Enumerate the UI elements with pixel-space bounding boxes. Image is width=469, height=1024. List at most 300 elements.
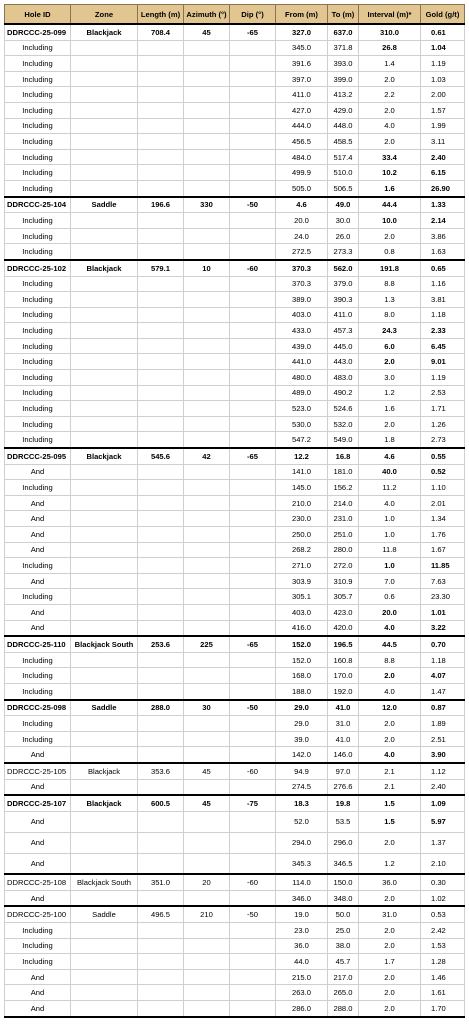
interval-cell: 6.0	[359, 338, 421, 354]
from-cell: 416.0	[276, 620, 328, 636]
length-cell	[138, 276, 184, 292]
intercept-row	[5, 527, 465, 543]
length-cell	[138, 401, 184, 417]
interval-cell: 3.0	[359, 370, 421, 386]
from-cell: 230.0	[276, 511, 328, 527]
hole-id-cell: DDRCCC-25-102	[5, 260, 71, 276]
from-cell: 499.9	[276, 165, 328, 181]
length-cell: 353.6	[138, 763, 184, 779]
to-cell: 549.0	[328, 432, 359, 448]
zone-cell: Blackjack	[71, 448, 138, 464]
gold-cell: 1.10	[421, 480, 465, 496]
azimuth-cell	[184, 652, 230, 668]
azimuth-cell	[184, 985, 230, 1001]
intercept-row	[5, 213, 465, 229]
azimuth-cell	[184, 1000, 230, 1016]
hole-id-cell: Including	[5, 652, 71, 668]
hole-id-cell: DDRCCC-25-104	[5, 197, 71, 213]
dip-cell	[230, 511, 276, 527]
from-cell: 4.6	[276, 197, 328, 213]
interval-cell: 2.0	[359, 731, 421, 747]
length-cell	[138, 40, 184, 56]
length-cell	[138, 56, 184, 72]
gold-cell: 2.53	[421, 385, 465, 401]
interval-cell: 2.0	[359, 890, 421, 906]
zone-cell	[71, 244, 138, 260]
hole-id-cell: Including	[5, 416, 71, 432]
azimuth-cell	[184, 165, 230, 181]
interval-cell: 4.0	[359, 683, 421, 699]
from-cell: 44.0	[276, 954, 328, 970]
from-cell: 271.0	[276, 558, 328, 574]
intercept-row	[5, 938, 465, 954]
to-cell: 214.0	[328, 495, 359, 511]
from-cell: 18.3	[276, 795, 328, 811]
to-cell: 448.0	[328, 118, 359, 134]
dip-cell	[230, 87, 276, 103]
to-cell: 420.0	[328, 620, 359, 636]
hole-id-cell: And	[5, 779, 71, 795]
interval-cell: 2.1	[359, 763, 421, 779]
gold-cell: 9.01	[421, 354, 465, 370]
azimuth-cell	[184, 573, 230, 589]
dip-cell	[230, 832, 276, 853]
dip-cell	[230, 969, 276, 985]
table-header	[5, 5, 465, 25]
dip-cell	[230, 589, 276, 605]
hole-id-cell: And	[5, 604, 71, 620]
hole-id-cell: Including	[5, 354, 71, 370]
interval-cell: 4.0	[359, 495, 421, 511]
intercept-row	[5, 354, 465, 370]
dip-cell	[230, 495, 276, 511]
to-cell: 411.0	[328, 307, 359, 323]
length-cell	[138, 954, 184, 970]
zone-cell	[71, 416, 138, 432]
azimuth-cell	[184, 731, 230, 747]
dip-cell	[230, 40, 276, 56]
azimuth-cell: 45	[184, 763, 230, 779]
dip-cell	[230, 432, 276, 448]
azimuth-cell	[184, 370, 230, 386]
dip-cell	[230, 604, 276, 620]
gold-cell: 1.63	[421, 244, 465, 260]
interval-cell: 12.0	[359, 700, 421, 716]
interval-cell: 2.0	[359, 102, 421, 118]
hole-id-cell: Including	[5, 244, 71, 260]
dip-cell: -65	[230, 448, 276, 464]
hole-id-cell: And	[5, 969, 71, 985]
dip-cell: -65	[230, 24, 276, 40]
to-cell: 156.2	[328, 480, 359, 496]
azimuth-cell: 225	[184, 636, 230, 652]
zone-cell	[71, 385, 138, 401]
gold-cell: 2.73	[421, 432, 465, 448]
gold-cell: 11.85	[421, 558, 465, 574]
dip-cell	[230, 668, 276, 684]
gold-cell: 3.11	[421, 134, 465, 150]
zone-cell	[71, 527, 138, 543]
gold-cell: 4.07	[421, 668, 465, 684]
length-cell	[138, 432, 184, 448]
length-cell: 579.1	[138, 260, 184, 276]
interval-cell: 8.8	[359, 652, 421, 668]
zone-cell	[71, 480, 138, 496]
zone-cell	[71, 354, 138, 370]
header-from: From (m)	[276, 5, 328, 25]
to-cell: 637.0	[328, 24, 359, 40]
azimuth-cell	[184, 511, 230, 527]
intercept-row	[5, 118, 465, 134]
zone-cell	[71, 573, 138, 589]
dip-cell	[230, 307, 276, 323]
hole-id-cell: Including	[5, 165, 71, 181]
from-cell: 36.0	[276, 938, 328, 954]
azimuth-cell	[184, 180, 230, 196]
zone-cell	[71, 401, 138, 417]
hole-id-cell: Including	[5, 323, 71, 339]
gold-cell: 2.01	[421, 495, 465, 511]
from-cell: 441.0	[276, 354, 328, 370]
zone-cell	[71, 464, 138, 480]
to-cell: 38.0	[328, 938, 359, 954]
intercept-row	[5, 385, 465, 401]
dip-cell	[230, 573, 276, 589]
to-cell: 346.5	[328, 853, 359, 874]
dip-cell	[230, 464, 276, 480]
to-cell: 50.0	[328, 906, 359, 922]
hole-id-cell: And	[5, 1000, 71, 1016]
hole-id-cell: And	[5, 464, 71, 480]
zone-cell	[71, 338, 138, 354]
interval-cell: 1.5	[359, 811, 421, 832]
gold-cell: 6.15	[421, 165, 465, 181]
length-cell	[138, 416, 184, 432]
from-cell: 52.0	[276, 811, 328, 832]
zone-cell: Blackjack	[71, 795, 138, 811]
hole-id-cell: Including	[5, 558, 71, 574]
hole-row	[5, 795, 465, 811]
length-cell	[138, 731, 184, 747]
length-cell	[138, 87, 184, 103]
azimuth-cell	[184, 385, 230, 401]
hole-id-cell: Including	[5, 71, 71, 87]
zone-cell	[71, 668, 138, 684]
to-cell: 348.0	[328, 890, 359, 906]
hole-id-cell: Including	[5, 338, 71, 354]
azimuth-cell	[184, 244, 230, 260]
azimuth-cell	[184, 589, 230, 605]
length-cell: 196.6	[138, 197, 184, 213]
from-cell: 20.0	[276, 213, 328, 229]
dip-cell: -50	[230, 906, 276, 922]
azimuth-cell	[184, 401, 230, 417]
dip-cell	[230, 354, 276, 370]
azimuth-cell	[184, 416, 230, 432]
from-cell: 152.0	[276, 636, 328, 652]
azimuth-cell	[184, 683, 230, 699]
hole-id-cell: Including	[5, 731, 71, 747]
from-cell: 94.9	[276, 763, 328, 779]
zone-cell	[71, 370, 138, 386]
interval-cell: 1.4	[359, 56, 421, 72]
zone-cell	[71, 307, 138, 323]
azimuth-cell	[184, 149, 230, 165]
interval-cell: 36.0	[359, 874, 421, 890]
from-cell: 411.0	[276, 87, 328, 103]
gold-cell: 2.51	[421, 731, 465, 747]
interval-cell: 2.0	[359, 354, 421, 370]
intercept-row	[5, 480, 465, 496]
intercept-row	[5, 244, 465, 260]
gold-cell: 1.18	[421, 652, 465, 668]
length-cell	[138, 589, 184, 605]
to-cell: 146.0	[328, 747, 359, 763]
gold-cell: 1.02	[421, 890, 465, 906]
zone-cell: Saddle	[71, 197, 138, 213]
gold-cell: 0.53	[421, 906, 465, 922]
from-cell: 152.0	[276, 652, 328, 668]
length-cell: 545.6	[138, 448, 184, 464]
gold-cell: 2.00	[421, 87, 465, 103]
hole-id-cell: And	[5, 620, 71, 636]
azimuth-cell: 210	[184, 906, 230, 922]
interval-cell: 2.0	[359, 969, 421, 985]
hole-id-cell: Including	[5, 385, 71, 401]
interval-cell: 4.6	[359, 448, 421, 464]
length-cell: 253.6	[138, 636, 184, 652]
to-cell: 41.0	[328, 700, 359, 716]
from-cell: 188.0	[276, 683, 328, 699]
hole-id-cell: Including	[5, 180, 71, 196]
zone-cell	[71, 890, 138, 906]
length-cell	[138, 165, 184, 181]
to-cell: 97.0	[328, 763, 359, 779]
zone-cell: Blackjack South	[71, 874, 138, 890]
hole-row	[5, 448, 465, 464]
intercept-row	[5, 811, 465, 832]
from-cell: 274.5	[276, 779, 328, 795]
length-cell	[138, 134, 184, 150]
zone-cell	[71, 969, 138, 985]
intercept-row	[5, 338, 465, 354]
dip-cell	[230, 276, 276, 292]
to-cell: 423.0	[328, 604, 359, 620]
dip-cell	[230, 853, 276, 874]
dip-cell: -75	[230, 795, 276, 811]
zone-cell	[71, 56, 138, 72]
gold-cell: 1.99	[421, 118, 465, 134]
interval-cell: 31.0	[359, 906, 421, 922]
intercept-row	[5, 542, 465, 558]
azimuth-cell	[184, 40, 230, 56]
length-cell	[138, 779, 184, 795]
intercept-row	[5, 432, 465, 448]
intercept-row	[5, 652, 465, 668]
interval-cell: 2.0	[359, 1000, 421, 1016]
to-cell: 276.6	[328, 779, 359, 795]
interval-cell: 2.0	[359, 922, 421, 938]
interval-cell: 2.0	[359, 832, 421, 853]
zone-cell	[71, 213, 138, 229]
gold-cell: 1.19	[421, 56, 465, 72]
gold-cell: 2.40	[421, 149, 465, 165]
azimuth-cell	[184, 922, 230, 938]
azimuth-cell	[184, 938, 230, 954]
to-cell: 413.2	[328, 87, 359, 103]
from-cell: 345.0	[276, 40, 328, 56]
azimuth-cell	[184, 779, 230, 795]
length-cell	[138, 652, 184, 668]
azimuth-cell: 45	[184, 795, 230, 811]
length-cell	[138, 922, 184, 938]
gold-cell: 1.34	[421, 511, 465, 527]
hole-id-cell: Including	[5, 228, 71, 244]
zone-cell	[71, 276, 138, 292]
interval-cell: 1.8	[359, 432, 421, 448]
hole-id-cell: Including	[5, 589, 71, 605]
gold-cell: 1.47	[421, 683, 465, 699]
gold-cell: 1.04	[421, 40, 465, 56]
hole-id-cell: Including	[5, 40, 71, 56]
gold-cell: 1.28	[421, 954, 465, 970]
intercept-row	[5, 307, 465, 323]
interval-cell: 191.8	[359, 260, 421, 276]
gold-cell: 3.86	[421, 228, 465, 244]
interval-cell: 1.0	[359, 511, 421, 527]
azimuth-cell	[184, 832, 230, 853]
length-cell: 496.5	[138, 906, 184, 922]
from-cell: 391.6	[276, 56, 328, 72]
zone-cell	[71, 589, 138, 605]
hole-id-cell: Including	[5, 954, 71, 970]
azimuth-cell	[184, 604, 230, 620]
gold-cell: 0.65	[421, 260, 465, 276]
gold-cell: 2.10	[421, 853, 465, 874]
intercept-row	[5, 716, 465, 732]
from-cell: 489.0	[276, 385, 328, 401]
intercept-row	[5, 464, 465, 480]
to-cell: 273.3	[328, 244, 359, 260]
to-cell: 483.0	[328, 370, 359, 386]
gold-cell: 3.81	[421, 292, 465, 308]
interval-cell: 1.3	[359, 292, 421, 308]
azimuth-cell	[184, 338, 230, 354]
dip-cell	[230, 747, 276, 763]
zone-cell	[71, 165, 138, 181]
from-cell: 29.0	[276, 700, 328, 716]
hole-row	[5, 700, 465, 716]
length-cell: 351.0	[138, 874, 184, 890]
dip-cell	[230, 228, 276, 244]
intercept-row	[5, 985, 465, 1001]
from-cell: 389.0	[276, 292, 328, 308]
to-cell: 170.0	[328, 668, 359, 684]
from-cell: 530.0	[276, 416, 328, 432]
length-cell	[138, 683, 184, 699]
intercept-row	[5, 747, 465, 763]
azimuth-cell	[184, 71, 230, 87]
from-cell: 12.2	[276, 448, 328, 464]
to-cell: 19.8	[328, 795, 359, 811]
dip-cell: -50	[230, 197, 276, 213]
hole-row	[5, 763, 465, 779]
intercept-row	[5, 922, 465, 938]
dip-cell	[230, 71, 276, 87]
dip-cell	[230, 890, 276, 906]
to-cell: 251.0	[328, 527, 359, 543]
dip-cell	[230, 134, 276, 150]
from-cell: 141.0	[276, 464, 328, 480]
gold-cell: 1.03	[421, 71, 465, 87]
interval-cell: 2.0	[359, 716, 421, 732]
gold-cell: 2.14	[421, 213, 465, 229]
hole-id-cell: Including	[5, 292, 71, 308]
dip-cell: -65	[230, 636, 276, 652]
gold-cell: 0.30	[421, 874, 465, 890]
zone-cell	[71, 604, 138, 620]
interval-cell: 33.4	[359, 149, 421, 165]
to-cell: 490.2	[328, 385, 359, 401]
hole-id-cell: DDRCCC-25-105	[5, 763, 71, 779]
azimuth-cell	[184, 228, 230, 244]
length-cell	[138, 573, 184, 589]
header-to: To (m)	[328, 5, 359, 25]
hole-id-cell: And	[5, 527, 71, 543]
intercept-row	[5, 779, 465, 795]
interval-cell: 1.7	[359, 954, 421, 970]
dip-cell	[230, 527, 276, 543]
from-cell: 327.0	[276, 24, 328, 40]
dip-cell	[230, 779, 276, 795]
to-cell: 524.6	[328, 401, 359, 417]
from-cell: 142.0	[276, 747, 328, 763]
zone-cell	[71, 853, 138, 874]
from-cell: 444.0	[276, 118, 328, 134]
dip-cell	[230, 558, 276, 574]
dip-cell	[230, 149, 276, 165]
intercept-row	[5, 604, 465, 620]
intercept-row	[5, 558, 465, 574]
azimuth-cell	[184, 307, 230, 323]
length-cell	[138, 527, 184, 543]
interval-cell: 1.6	[359, 180, 421, 196]
dip-cell	[230, 683, 276, 699]
hole-id-cell: Including	[5, 683, 71, 699]
azimuth-cell	[184, 276, 230, 292]
hole-id-cell: DDRCCC-25-100	[5, 906, 71, 922]
length-cell	[138, 480, 184, 496]
zone-cell	[71, 731, 138, 747]
to-cell: 429.0	[328, 102, 359, 118]
table-body	[5, 24, 465, 1017]
hole-id-cell: Including	[5, 213, 71, 229]
gold-cell: 0.55	[421, 448, 465, 464]
to-cell: 150.0	[328, 874, 359, 890]
intercept-row	[5, 102, 465, 118]
interval-cell: 2.1	[359, 779, 421, 795]
from-cell: 484.0	[276, 149, 328, 165]
dip-cell	[230, 323, 276, 339]
length-cell	[138, 495, 184, 511]
gold-cell: 1.09	[421, 795, 465, 811]
zone-cell	[71, 779, 138, 795]
zone-cell	[71, 511, 138, 527]
interval-cell: 1.2	[359, 385, 421, 401]
from-cell: 303.9	[276, 573, 328, 589]
to-cell: 458.5	[328, 134, 359, 150]
zone-cell	[71, 40, 138, 56]
